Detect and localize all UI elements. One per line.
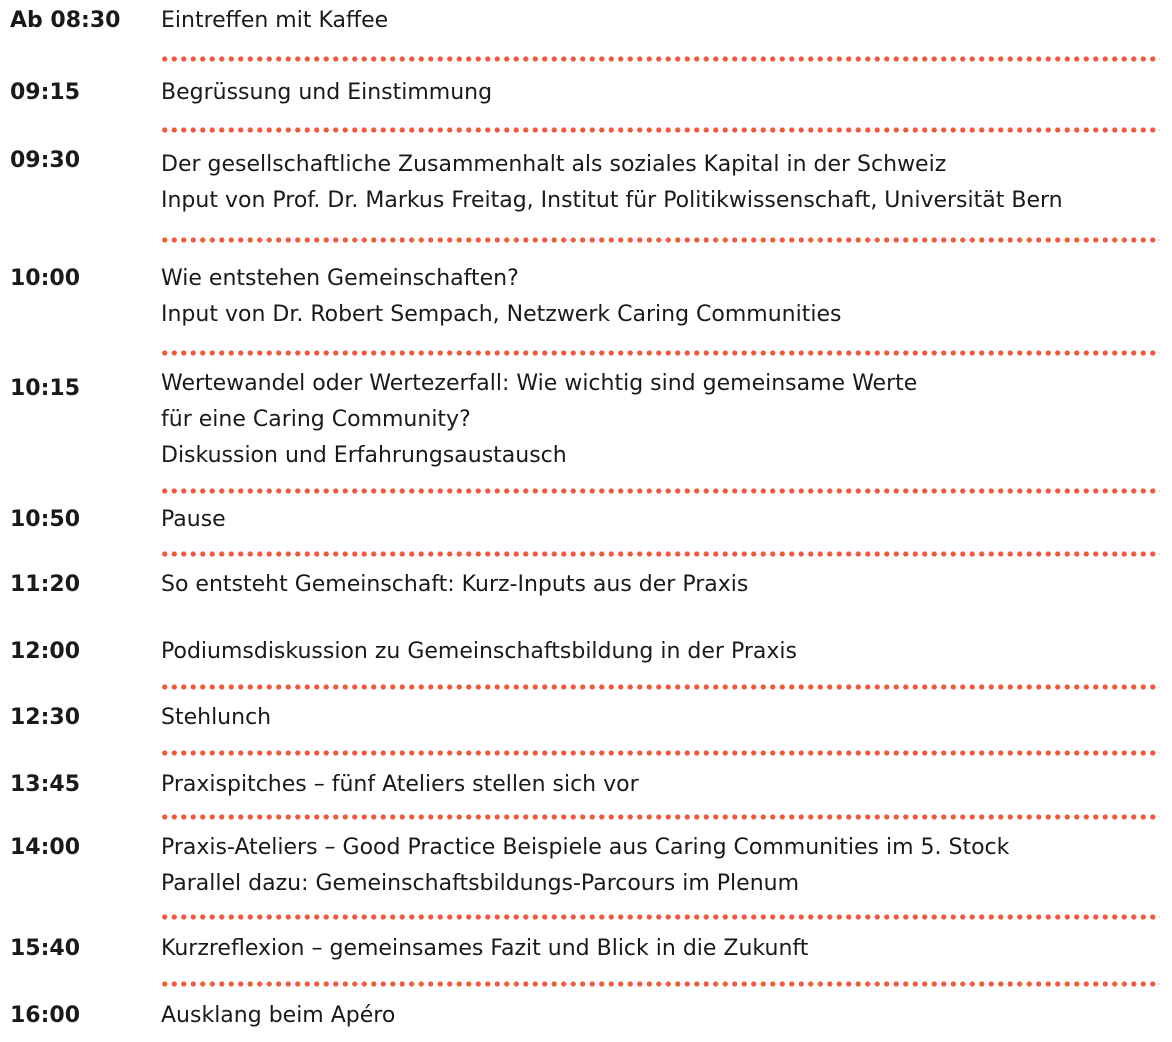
schedule-description-line: Podiumsdiskussion zu Gemeinschaftsbildung in der Praxis (161, 639, 797, 664)
schedule-description (161, 502, 226, 538)
schedule-time: Ab 08:30 (10, 8, 121, 33)
schedule-time: 13:45 (10, 772, 81, 797)
schedule-description (161, 931, 808, 967)
schedule-time: 10:00 (10, 266, 81, 291)
dotted-divider (160, 981, 1160, 987)
schedule-description-line: Eintreffen mit Kaffee (161, 8, 389, 33)
schedule-description-line: Praxis-Ateliers – Good Practice Beispiele aus Caring Communities im 5. Stock (161, 835, 1010, 860)
schedule-description-line: Wertewandel oder Wertezerfall: Wie wichtig sind gemeinsame Werte (161, 371, 918, 396)
schedule-time: 10:15 (10, 376, 81, 401)
schedule-time: 09:15 (10, 80, 81, 105)
schedule-time: 12:30 (10, 705, 81, 730)
schedule-description (161, 261, 841, 333)
schedule-description-line: Praxispitches – fünf Ateliers stellen sich vor (161, 772, 639, 797)
schedule-description (161, 567, 748, 603)
schedule-description (161, 75, 492, 111)
schedule-description-line: Parallel dazu: Gemeinschaftsbildungs-Parcours im Plenum (161, 871, 800, 896)
schedule-description (161, 147, 1063, 219)
schedule-description (161, 634, 797, 670)
schedule-description-line: Input von Dr. Robert Sempach, Netzwerk Caring Communities (161, 302, 842, 327)
schedule-description (161, 767, 639, 803)
schedule-description-line: Begrüssung und Einstimmung (161, 80, 493, 105)
dotted-divider (160, 488, 1160, 494)
schedule-description (161, 830, 1009, 902)
schedule-description-line: Kurzreflexion – gemeinsames Fazit und Blick in die Zukunft (161, 936, 809, 961)
schedule-time: 12:00 (10, 639, 81, 664)
schedule-time: 16:00 (10, 1003, 81, 1028)
schedule-time: 09:30 (10, 148, 81, 173)
schedule-description-line: Pause (161, 507, 226, 532)
schedule-description-line: Ausklang beim Apéro (161, 1003, 396, 1028)
dotted-divider (160, 914, 1160, 920)
schedule-description-line: Wie entstehen Gemeinschaften? (161, 266, 519, 291)
dotted-divider (160, 684, 1160, 690)
dotted-divider (160, 750, 1160, 756)
schedule-description (161, 366, 917, 474)
schedule-time: 11:20 (10, 572, 81, 597)
schedule-description-line: Stehlunch (161, 705, 272, 730)
schedule-description-line: Der gesellschaftliche Zusammenhalt als soziales Kapital in der Schweiz (161, 152, 947, 177)
schedule-description-line: Diskussion und Erfahrungsaustausch (161, 443, 567, 468)
schedule-time: 14:00 (10, 835, 81, 860)
dotted-divider (160, 814, 1160, 820)
dotted-divider (160, 237, 1160, 243)
dotted-divider (160, 127, 1160, 133)
dotted-divider (160, 56, 1160, 62)
schedule-description-line: So entsteht Gemeinschaft: Kurz-Inputs aus der Praxis (161, 572, 749, 597)
dotted-divider (160, 551, 1160, 557)
schedule-description (161, 700, 271, 736)
dotted-divider (160, 350, 1160, 356)
schedule-time: 10:50 (10, 507, 81, 532)
schedule-description-line: für eine Caring Community? (161, 407, 471, 432)
schedule-description (161, 3, 388, 39)
schedule-description (161, 998, 395, 1034)
schedule-description-line: Input von Prof. Dr. Markus Freitag, Institut für Politikwissenschaft, Universität Bern (161, 188, 1063, 213)
schedule-time: 15:40 (10, 936, 81, 961)
